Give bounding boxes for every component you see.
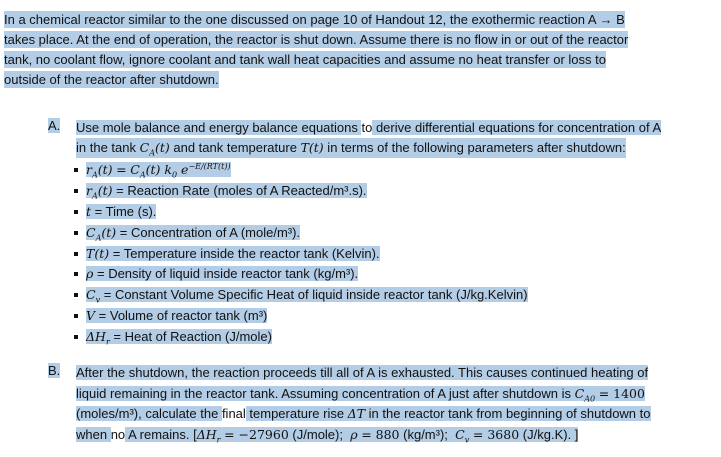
section-a-line1-to: to bbox=[361, 120, 373, 135]
cv-unit: (J/kg.K). ] bbox=[522, 426, 579, 442]
section-a-line2-pre: in the tank bbox=[76, 140, 140, 155]
section-b-line4-pre: when bbox=[76, 426, 111, 442]
section-b-line3-final: final bbox=[221, 406, 246, 421]
section-a-text bbox=[76, 118, 706, 158]
bullet-3-text: = Concentration of A (mole/m³). bbox=[119, 224, 301, 240]
list-item: t = Time (s). bbox=[76, 202, 528, 223]
section-a-line1-pre: Use mole balance and energy balance equations bbox=[76, 120, 362, 135]
list-item: $r_A(t) = C_A(t)$ $k_0$ $e^{-E/(RT(t))}$ bbox=[76, 160, 528, 181]
intro-paragraph bbox=[4, 10, 704, 90]
bullet-5-text: = Density of liquid inside reactor tank (kg/m³). bbox=[96, 266, 359, 282]
ca0-value: = 1400 bbox=[598, 385, 645, 401]
section-a-line2-post: in terms of the following parameters after shutdown: bbox=[323, 140, 626, 155]
section-a-label: A. bbox=[48, 118, 61, 133]
bullet-2-text: = Time (s). bbox=[94, 203, 157, 219]
ca-symbol: C bbox=[139, 140, 150, 155]
list-item: $C_v$ = Constant Volume Specific Heat of liquid inside reactor tank (J/kg.Kelvin) bbox=[76, 285, 528, 306]
section-b-line4-mid: A remains. [ bbox=[125, 426, 197, 442]
section-b-line3-post: in the reactor tank from beginning of shutdown to bbox=[365, 406, 651, 421]
section-b-line3-pre: (moles/m³), calculate the bbox=[76, 406, 222, 421]
intro-line-4: outside of the reactor after shutdown. bbox=[4, 72, 219, 87]
section-b-line4-no: no bbox=[110, 426, 126, 442]
section-a-line2-mid: and tank temperature bbox=[169, 140, 301, 155]
list-item: $C_A(t)$ = Concentration of A (mole/m³). bbox=[76, 223, 528, 244]
intro-line-3: tank, no coolant flow, ignore coolant and tank wall heat capacities and assume no heat transfer or loss to bbox=[4, 52, 606, 67]
bullet-1-text: = Reaction Rate (moles of A Reacted/m³.s). bbox=[116, 182, 367, 198]
section-a-line2: in the tank $C_A(t)$ and tank temperature T(t) in terms of the following parameters after shutdown: bbox=[76, 140, 626, 158]
list-item: $r_A(t)$ = Reaction Rate (moles of A Reacted/m³.s). bbox=[76, 181, 528, 202]
bullet-6-text: = Constant Volume Specific Heat of liquid inside reactor tank (J/kg.Kelvin) bbox=[103, 287, 528, 303]
section-b-line1: After the shutdown, the reaction proceeds till all of A is exhausted. This causes continued heating of bbox=[76, 365, 649, 380]
section-b-label: B. bbox=[48, 363, 61, 378]
bullet-4-text: = Temperature inside the reactor tank (Kelvin). bbox=[112, 245, 380, 261]
list-item: $\Delta H_r$ = Heat of Reaction (J/mole) bbox=[76, 327, 528, 348]
cv-value: = 3680 bbox=[472, 426, 520, 442]
section-b-line2-pre: liquid remaining in the reactor tank. Assuming concentration of A just after shutdown is bbox=[76, 385, 575, 401]
list-item: V = Volume of reactor tank (m³) bbox=[76, 306, 528, 327]
list-item: T(t) = Temperature inside the reactor tank (Kelvin). bbox=[76, 244, 528, 265]
dh-unit: (J/mole); bbox=[292, 426, 343, 442]
section-b-text: After the shutdown, the reaction proceeds till all of A is exhausted. This causes continued heating of liquid remaining in the reactor tank. Assuming concentration of A just after shutdown is $C_{A0} = 1400$ (moles/m³), calculate the final temperature rise ΔT in the reactor tank from beginning of shutdown to when no A remains. [$\Delta H_r = -27960$ (J/mole); ρ = 880 (kg/m³); $C_v = 3680$ (J/kg.K). ] bbox=[76, 365, 651, 444]
section-a-line1-post: derive differential equations for concentration of A bbox=[372, 120, 662, 135]
rho-value: = 880 bbox=[361, 426, 400, 442]
bullet-7-text: = Volume of reactor tank (m³) bbox=[98, 308, 268, 324]
parameter-list bbox=[76, 160, 528, 348]
rho-unit: (kg/m³); bbox=[403, 426, 448, 442]
dh-value: = −27960 bbox=[224, 426, 289, 442]
list-item: ρ = Density of liquid inside reactor tank (kg/m³). bbox=[76, 264, 528, 285]
intro-line-1: In a chemical reactor similar to the one discussed on page 10 of Handout 12, the exothermic reaction A → B bbox=[4, 12, 625, 27]
section-b-line3-mid: temperature rise bbox=[245, 406, 348, 421]
bullet-8-text: = Heat of Reaction (J/mole) bbox=[113, 329, 272, 345]
intro-line-2: takes place. At the end of operation, the reactor is shut down. Assume there is no flow in or out of the reactor bbox=[4, 32, 629, 47]
